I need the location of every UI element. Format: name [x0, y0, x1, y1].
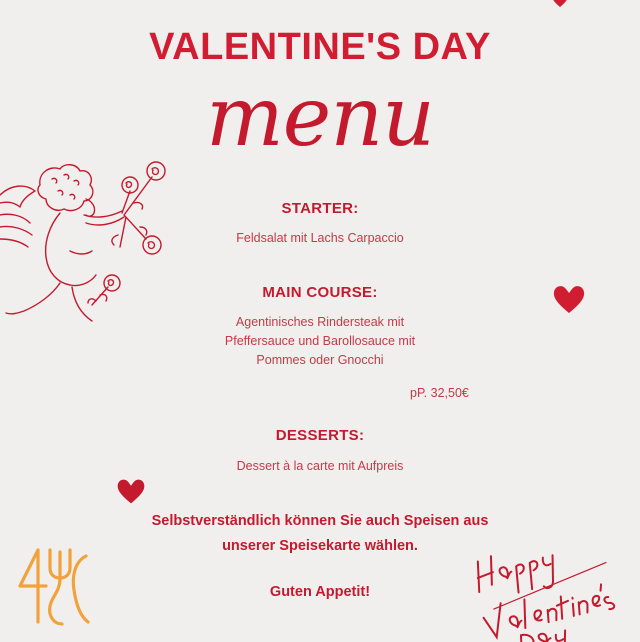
happy-valentines-day-lettering	[470, 532, 620, 642]
heart-icon	[116, 476, 146, 506]
section-heading-starter: STARTER:	[281, 200, 359, 217]
menu-item: Pfeffersauce und Barollosauce mit	[224, 334, 416, 348]
info-note-line-2: unserer Speisekarte wählen.	[222, 538, 418, 554]
closing-greeting: Guten Appetit!	[269, 584, 371, 600]
menu-item: Feldsalat mit Lachs Carpaccio	[236, 231, 404, 245]
price-label: pP. 32,50€	[410, 386, 469, 400]
heart-icon	[550, 0, 570, 8]
menu-script-title: menu	[206, 70, 434, 165]
menu-item: Pommes oder Gnocchi	[256, 353, 384, 367]
cupid-illustration	[0, 155, 180, 335]
menu-item: Dessert à la carte mit Aufpreis	[236, 459, 404, 473]
menu-item: Agentinisches Rindersteak mit	[235, 315, 405, 329]
section-heading-desserts: DESSERTS:	[275, 427, 365, 444]
info-note-line-1: Selbstverständlich können Sie auch Speisen aus	[151, 513, 489, 529]
page-title: VALENTINE'S DAY	[149, 26, 491, 68]
section-heading-main-course: MAIN COURSE:	[262, 284, 378, 301]
restaurant-logo	[16, 546, 90, 628]
heart-icon	[552, 282, 586, 316]
svg-text:Happy Valentine's Day	[472, 588, 474, 589]
